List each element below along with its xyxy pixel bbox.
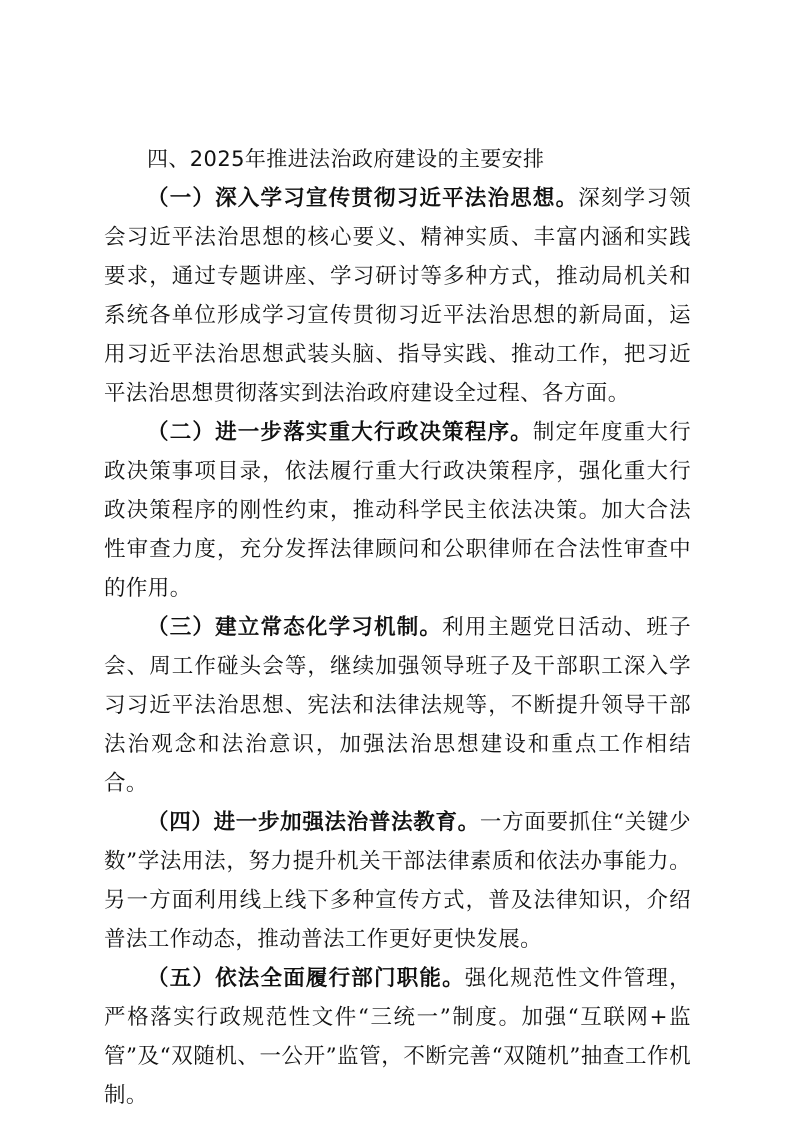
paragraph-2: [104, 413, 691, 608]
paragraph-4: [104, 803, 691, 959]
paragraph-body: 利用主题党日活动、班子会、周工作碰头会等，继续加强领导班子及干部职工深入学习习近平法治思想、宪法和法律法规等，不断提升领导干部法治观念和法治意识，加强法治思想建设和重点工作相结合。: [104, 615, 692, 796]
section-heading: 四、2025年推进法治政府建设的主要安排: [147, 147, 545, 171]
paragraph-body: 强化规范性文件管理，严格落实行政规范性文件“三统一”制度。加强“互联网+监管”及“双随机、一公开”监管，不断完善“双随机”抽查工作机制。: [104, 966, 691, 1108]
document-body: [104, 140, 691, 1115]
paragraph-body: 深刻学习领会习近平法治思想的核心要义、精神实质、丰富内涵和实践要求，通过专题讲座、学习研讨等多种方式，推动局机关和系统各单位形成学习宣传贯彻习近平法治思想的新局面，运用习近平法治思想武装头脑、指导实践、推动工作，把习近平法治思想贯彻落实到法治政府建设全过程、各方面。: [104, 186, 691, 406]
paragraph-lead: （二）进一步落实重大行政决策程序。: [147, 420, 533, 445]
paragraph-lead: （一）深入学习宣传贯彻习近平法治思想。: [147, 186, 579, 211]
paragraph-body: 一方面要抓住“关键少数”学法用法，努力提升机关干部法律素质和依法办事能力。另一方面利用线上线下多种宣传方式，普及法律知识，介绍普法工作动态，推动普法工作更好更快发展。: [104, 810, 691, 952]
paragraph-3: [104, 608, 691, 803]
paragraph-1: [104, 179, 691, 413]
paragraph-body: 制定年度重大行政决策事项目录，依法履行重大行政决策程序，强化重大行政决策程序的刚性约束，推动科学民主依法决策。加大合法性审查力度，充分发挥法律顾问和公职律师在合法性审查中的作用。: [104, 420, 691, 601]
paragraph-lead: （三）建立常态化学习机制。: [147, 615, 443, 640]
paragraph-lead: （五）依法全面履行部门职能。: [147, 966, 465, 991]
paragraph-5: [104, 959, 691, 1115]
paragraph-lead: （四）进一步加强法治普法教育。: [147, 810, 480, 835]
